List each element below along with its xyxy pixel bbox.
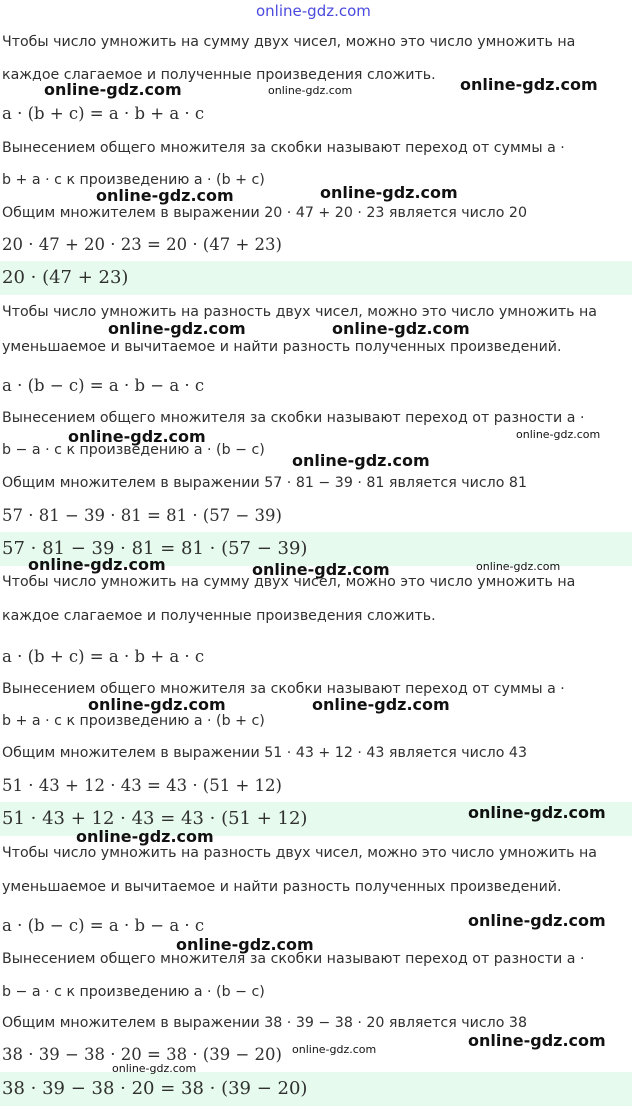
watermark: online-gdz.com xyxy=(460,75,598,94)
factor-definition-line-2: b + a · c к произведению a · (b + c) xyxy=(2,172,265,188)
rule-text-line-1: Чтобы число умножить на сумму двух чисел, можно это число умножить на xyxy=(2,34,576,50)
watermark: online-gdz.com xyxy=(68,427,206,446)
watermark: online-gdz.com xyxy=(312,695,450,714)
rule-formula: a · (b − c) = a · b − a · c xyxy=(2,916,205,935)
watermark: online-gdz.com xyxy=(88,695,226,714)
rule-text-line-2: уменьшаемое и вычитаемое и найти разность полученных произведений. xyxy=(2,339,562,355)
answer-expression: 57 · 81 − 39 · 81 = 81 · (57 − 39) xyxy=(2,538,308,559)
watermark: online-gdz.com xyxy=(468,803,606,822)
watermark: online-gdz.com xyxy=(108,319,246,338)
rule-text-line-2: каждое слагаемое и полученные произведения сложить. xyxy=(2,608,436,624)
calculation: 57 · 81 − 39 · 81 = 81 · (57 − 39) xyxy=(2,506,282,525)
rule-formula: a · (b + c) = a · b + a · c xyxy=(2,104,205,123)
calculation: 38 · 39 − 38 · 20 = 38 · (39 − 20) xyxy=(2,1045,282,1064)
common-factor-statement: Общим множителем в выражении 51 · 43 + 12 · 43 является число 43 xyxy=(2,745,527,761)
factor-definition-line-1: Вынесением общего множителя за скобки называют переход от суммы a · xyxy=(2,681,565,697)
watermark: online-gdz.com xyxy=(292,451,430,470)
watermark: online-gdz.com xyxy=(292,1043,377,1056)
factor-definition-line-1: Вынесением общего множителя за скобки называют переход от разности a · xyxy=(2,410,585,426)
factor-definition-line-1: Вынесением общего множителя за скобки называют переход от разности a · xyxy=(2,951,585,967)
rule-formula: a · (b − c) = a · b − a · c xyxy=(2,376,205,395)
calculation: 51 · 43 + 12 · 43 = 43 · (51 + 12) xyxy=(2,776,282,795)
watermark: online-gdz.com xyxy=(112,1062,197,1075)
watermark: online-gdz.com xyxy=(76,827,214,846)
answer-expression: 38 · 39 − 38 · 20 = 38 · (39 − 20) xyxy=(2,1078,308,1099)
watermark: online-gdz.com xyxy=(320,183,458,202)
answer-expression: 20 · (47 + 23) xyxy=(2,267,129,288)
watermark: online-gdz.com xyxy=(332,319,470,338)
rule-text-line-2: каждое слагаемое и полученные произведения сложить. xyxy=(2,67,436,83)
rule-text-line-2: уменьшаемое и вычитаемое и найти разность полученных произведений. xyxy=(2,879,562,895)
watermark: online-gdz.com xyxy=(96,186,234,205)
watermark: online-gdz.com xyxy=(44,80,182,99)
watermark: online-gdz.com xyxy=(476,560,561,573)
factor-definition-line-2: b − a · c к произведению a · (b − c) xyxy=(2,442,265,458)
header-watermark: online-gdz.com xyxy=(256,2,371,20)
watermark: online-gdz.com xyxy=(176,935,314,954)
rule-text-line-1: Чтобы число умножить на разность двух чисел, можно это число умножить на xyxy=(2,845,597,861)
watermark: online-gdz.com xyxy=(468,1031,606,1050)
common-factor-statement: Общим множителем в выражении 38 · 39 − 38 · 20 является число 38 xyxy=(2,1015,527,1031)
factor-definition-line-2: b + a · c к произведению a · (b + c) xyxy=(2,713,265,729)
watermark: online-gdz.com xyxy=(268,84,353,97)
common-factor-statement: Общим множителем в выражении 57 · 81 − 39 · 81 является число 81 xyxy=(2,475,527,491)
common-factor-statement: Общим множителем в выражении 20 · 47 + 20 · 23 является число 20 xyxy=(2,205,527,221)
answer-expression: 51 · 43 + 12 · 43 = 43 · (51 + 12) xyxy=(2,808,308,829)
watermark: online-gdz.com xyxy=(28,555,166,574)
calculation: 20 · 47 + 20 · 23 = 20 · (47 + 23) xyxy=(2,235,282,254)
watermark: online-gdz.com xyxy=(516,428,601,441)
rule-text-line-1: Чтобы число умножить на разность двух чисел, можно это число умножить на xyxy=(2,304,597,320)
factor-definition-line-2: b − a · c к произведению a · (b − c) xyxy=(2,984,265,1000)
rule-text-line-1: Чтобы число умножить на сумму двух чисел, можно это число умножить на xyxy=(2,574,576,590)
watermark: online-gdz.com xyxy=(468,911,606,930)
watermark: online-gdz.com xyxy=(252,560,390,579)
rule-formula: a · (b + c) = a · b + a · c xyxy=(2,647,205,666)
answer-row xyxy=(0,261,632,295)
answer-row xyxy=(0,1072,632,1106)
factor-definition-line-1: Вынесением общего множителя за скобки называют переход от суммы a · xyxy=(2,140,565,156)
